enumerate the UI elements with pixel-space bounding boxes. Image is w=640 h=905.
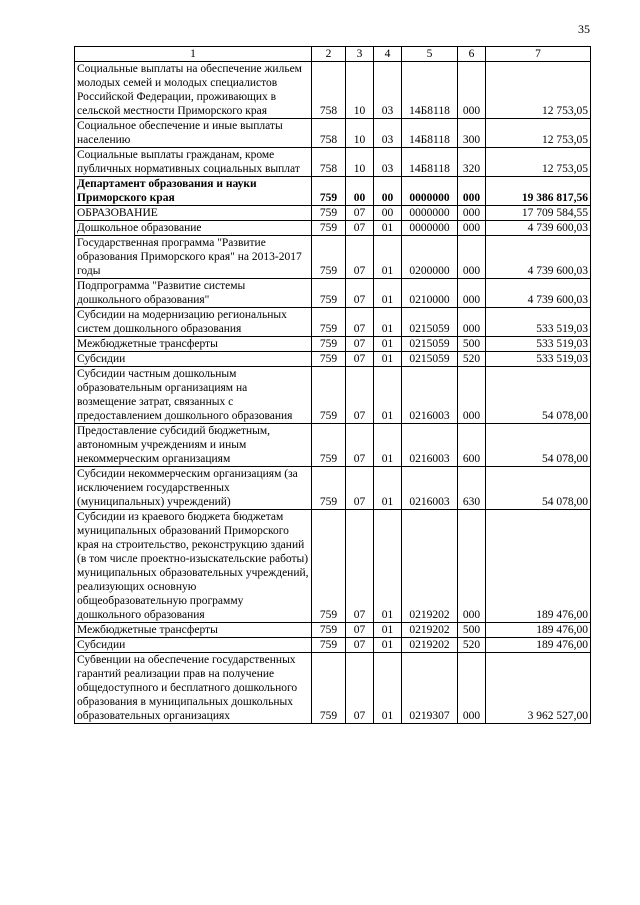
row-amount: 17 709 584,55 <box>486 206 591 221</box>
row-code-type: 000 <box>458 308 486 337</box>
row-code-type: 000 <box>458 279 486 308</box>
row-code-type: 300 <box>458 119 486 148</box>
row-name: Межбюджетные трансферты <box>75 337 312 352</box>
row-code-target: 0000000 <box>402 206 458 221</box>
table-row <box>75 62 591 119</box>
header-row <box>75 47 591 62</box>
table-body <box>75 62 591 724</box>
row-name: Подпрограмма "Развитие системы дошкольного образования" <box>75 279 312 308</box>
row-code-ministry: 759 <box>312 352 346 367</box>
row-code-section: 07 <box>346 638 374 653</box>
row-code-ministry: 759 <box>312 638 346 653</box>
table-row <box>75 177 591 206</box>
row-amount: 54 078,00 <box>486 367 591 424</box>
table-row <box>75 221 591 236</box>
row-code-target: 0216003 <box>402 367 458 424</box>
row-name: Социальные выплаты гражданам, кроме публичных нормативных социальных выплат <box>75 148 312 177</box>
row-amount: 12 753,05 <box>486 148 591 177</box>
row-code-subsection: 01 <box>374 352 402 367</box>
row-code-type: 520 <box>458 638 486 653</box>
row-code-subsection: 03 <box>374 148 402 177</box>
row-code-type: 520 <box>458 352 486 367</box>
table-row <box>75 119 591 148</box>
row-code-section: 07 <box>346 352 374 367</box>
row-amount: 54 078,00 <box>486 424 591 467</box>
row-code-target: 0215059 <box>402 308 458 337</box>
row-code-section: 07 <box>346 623 374 638</box>
row-code-target: 0219202 <box>402 638 458 653</box>
row-amount: 12 753,05 <box>486 119 591 148</box>
row-code-type: 000 <box>458 221 486 236</box>
row-code-section: 07 <box>346 653 374 724</box>
row-code-subsection: 01 <box>374 279 402 308</box>
row-amount: 54 078,00 <box>486 467 591 510</box>
row-amount: 189 476,00 <box>486 510 591 623</box>
row-code-subsection: 03 <box>374 62 402 119</box>
row-code-section: 07 <box>346 206 374 221</box>
row-code-type: 630 <box>458 467 486 510</box>
header-col-6: 6 <box>458 47 486 62</box>
row-code-target: 14Б8118 <box>402 62 458 119</box>
row-code-section: 10 <box>346 148 374 177</box>
table-row <box>75 653 591 724</box>
row-code-type: 600 <box>458 424 486 467</box>
row-name: Субсидии некоммерческим организациям (за исключением государственных (муниципальных) учреждений) <box>75 467 312 510</box>
row-code-section: 10 <box>346 119 374 148</box>
row-code-ministry: 759 <box>312 221 346 236</box>
row-code-ministry: 759 <box>312 236 346 279</box>
row-amount: 189 476,00 <box>486 623 591 638</box>
header-col-7: 7 <box>486 47 591 62</box>
row-code-target: 14Б8118 <box>402 148 458 177</box>
row-name: Социальное обеспечение и иные выплаты населению <box>75 119 312 148</box>
row-code-target: 0219202 <box>402 623 458 638</box>
row-name: Субсидии на модернизацию региональных систем дошкольного образования <box>75 308 312 337</box>
row-code-target: 0219307 <box>402 653 458 724</box>
row-code-target: 0216003 <box>402 424 458 467</box>
row-code-type: 500 <box>458 623 486 638</box>
row-code-ministry: 758 <box>312 148 346 177</box>
row-code-subsection: 00 <box>374 206 402 221</box>
row-name: Субсидии <box>75 638 312 653</box>
row-name: Субсидии из краевого бюджета бюджетам муниципальных образований Приморского края на строительство, реконструкцию зданий (в том числе проектно-изыскательские работы) муниципальных образовательных учреждений, реализующих основную общеобразовательную программу дошкольного образования <box>75 510 312 623</box>
row-code-ministry: 759 <box>312 177 346 206</box>
row-amount: 12 753,05 <box>486 62 591 119</box>
table-row <box>75 352 591 367</box>
row-code-ministry: 759 <box>312 424 346 467</box>
row-code-section: 00 <box>346 177 374 206</box>
table-row <box>75 367 591 424</box>
header-col-1: 1 <box>75 47 312 62</box>
row-code-ministry: 759 <box>312 337 346 352</box>
header-col-3: 3 <box>346 47 374 62</box>
row-name: Межбюджетные трансферты <box>75 623 312 638</box>
row-code-ministry: 758 <box>312 119 346 148</box>
row-code-ministry: 759 <box>312 623 346 638</box>
row-code-subsection: 00 <box>374 177 402 206</box>
row-amount: 533 519,03 <box>486 308 591 337</box>
row-name: Субвенции на обеспечение государственных гарантий реализации прав на получение общедоступного и бесплатного дошкольного образования в муниципальных дошкольных образовательных организациях <box>75 653 312 724</box>
row-name: Дошкольное образование <box>75 221 312 236</box>
row-code-target: 0219202 <box>402 510 458 623</box>
row-code-ministry: 759 <box>312 279 346 308</box>
row-code-subsection: 01 <box>374 221 402 236</box>
row-name: Субсидии <box>75 352 312 367</box>
row-code-target: 0200000 <box>402 236 458 279</box>
row-amount: 533 519,03 <box>486 337 591 352</box>
row-code-type: 320 <box>458 148 486 177</box>
row-code-section: 07 <box>346 279 374 308</box>
table-row <box>75 337 591 352</box>
row-code-type: 000 <box>458 510 486 623</box>
header-col-5: 5 <box>402 47 458 62</box>
budget-table <box>74 46 591 724</box>
page-number: 35 <box>578 22 590 36</box>
row-code-subsection: 01 <box>374 510 402 623</box>
row-code-section: 07 <box>346 221 374 236</box>
row-code-subsection: 01 <box>374 337 402 352</box>
row-amount: 19 386 817,56 <box>486 177 591 206</box>
row-code-section: 07 <box>346 337 374 352</box>
row-code-ministry: 759 <box>312 367 346 424</box>
row-code-section: 07 <box>346 424 374 467</box>
row-code-type: 000 <box>458 653 486 724</box>
row-code-target: 0215059 <box>402 352 458 367</box>
header-col-4: 4 <box>374 47 402 62</box>
row-code-subsection: 01 <box>374 623 402 638</box>
row-code-subsection: 01 <box>374 308 402 337</box>
row-name: Департамент образования и науки Приморского края <box>75 177 312 206</box>
table-row <box>75 206 591 221</box>
table-row <box>75 148 591 177</box>
row-code-target: 0215059 <box>402 337 458 352</box>
row-amount: 189 476,00 <box>486 638 591 653</box>
row-code-ministry: 759 <box>312 653 346 724</box>
row-code-subsection: 01 <box>374 236 402 279</box>
row-code-subsection: 01 <box>374 424 402 467</box>
row-code-type: 000 <box>458 236 486 279</box>
row-code-section: 07 <box>346 367 374 424</box>
row-amount: 4 739 600,03 <box>486 236 591 279</box>
row-code-target: 14Б8118 <box>402 119 458 148</box>
row-name: ОБРАЗОВАНИЕ <box>75 206 312 221</box>
row-amount: 4 739 600,03 <box>486 221 591 236</box>
row-code-subsection: 01 <box>374 467 402 510</box>
row-name: Предоставление субсидий бюджетным, автономным учреждениям и иным некоммерческим организациям <box>75 424 312 467</box>
row-code-ministry: 759 <box>312 467 346 510</box>
row-amount: 533 519,03 <box>486 352 591 367</box>
row-code-section: 07 <box>346 467 374 510</box>
row-code-subsection: 03 <box>374 119 402 148</box>
row-code-target: 0000000 <box>402 177 458 206</box>
row-code-ministry: 759 <box>312 206 346 221</box>
row-code-section: 10 <box>346 62 374 119</box>
row-amount: 3 962 527,00 <box>486 653 591 724</box>
table-row <box>75 424 591 467</box>
row-code-target: 0216003 <box>402 467 458 510</box>
row-code-subsection: 01 <box>374 638 402 653</box>
row-code-type: 000 <box>458 62 486 119</box>
row-name: Субсидии частным дошкольным образовательным организациям на возмещение затрат, связанных с предоставлением дошкольного образования <box>75 367 312 424</box>
table-row <box>75 638 591 653</box>
row-code-type: 500 <box>458 337 486 352</box>
row-code-section: 07 <box>346 236 374 279</box>
row-code-target: 0210000 <box>402 279 458 308</box>
row-code-subsection: 01 <box>374 653 402 724</box>
table-row <box>75 467 591 510</box>
table-row <box>75 623 591 638</box>
row-code-ministry: 758 <box>312 62 346 119</box>
row-code-ministry: 759 <box>312 308 346 337</box>
row-code-type: 000 <box>458 367 486 424</box>
table-row <box>75 279 591 308</box>
row-amount: 4 739 600,03 <box>486 279 591 308</box>
header-col-2: 2 <box>312 47 346 62</box>
row-code-section: 07 <box>346 510 374 623</box>
row-name: Социальные выплаты на обеспечение жильем молодых семей и молодых специалистов Российской Федерации, проживающих в сельской местности Приморского края <box>75 62 312 119</box>
table-row <box>75 236 591 279</box>
row-code-type: 000 <box>458 206 486 221</box>
table-row <box>75 308 591 337</box>
row-name: Государственная программа "Развитие образования Приморского края" на 2013-2017 годы <box>75 236 312 279</box>
row-code-target: 0000000 <box>402 221 458 236</box>
row-code-section: 07 <box>346 308 374 337</box>
row-code-ministry: 759 <box>312 510 346 623</box>
row-code-subsection: 01 <box>374 367 402 424</box>
row-code-type: 000 <box>458 177 486 206</box>
table-row <box>75 510 591 623</box>
